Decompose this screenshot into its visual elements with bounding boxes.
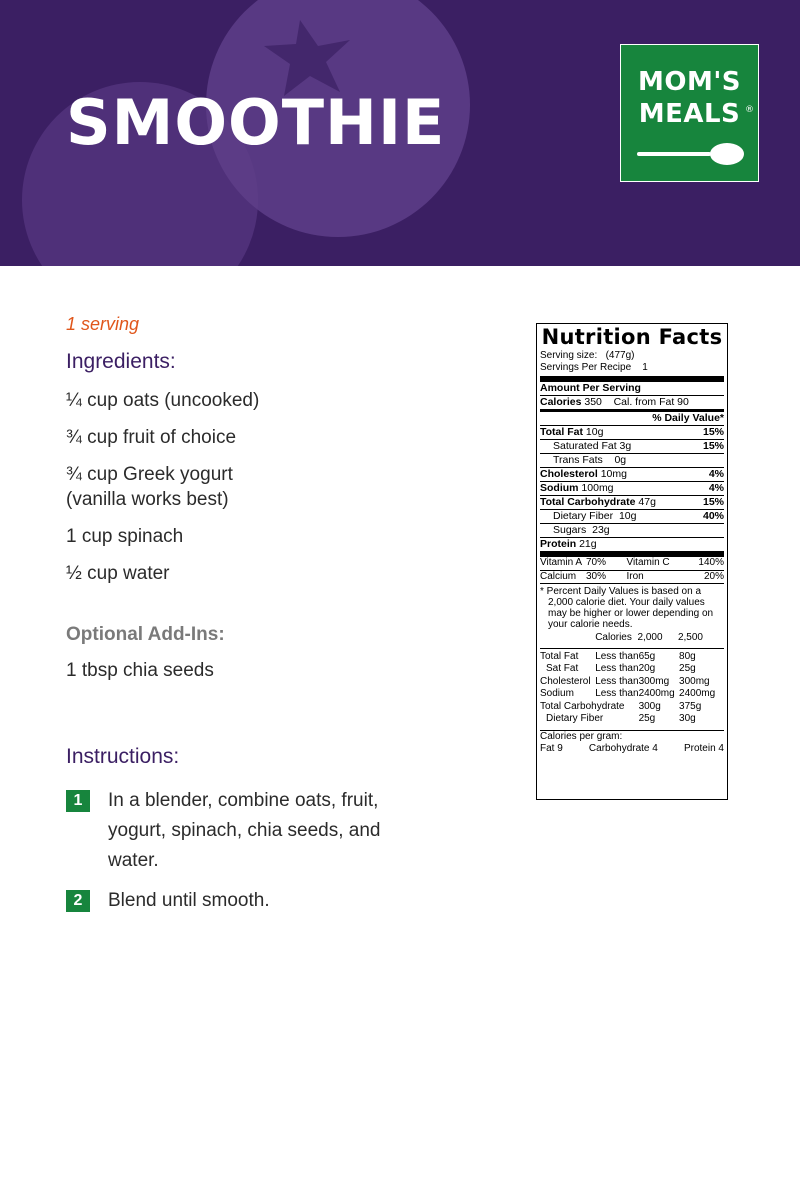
serving-size-label: Serving size: <box>540 350 598 361</box>
moms-meals-logo <box>620 44 759 182</box>
nutrient-row: Sugars 23g <box>553 524 610 536</box>
step-number: 1 <box>66 790 90 812</box>
servings-label: 1 serving <box>66 314 140 334</box>
spoon-icon <box>637 141 745 167</box>
ingredient-item: 1 cup spinach <box>66 526 184 547</box>
step-number: 2 <box>66 890 90 912</box>
calories-value: 350 <box>584 396 602 408</box>
servings-row <box>540 362 724 374</box>
logo-line2: MEALS <box>638 99 741 129</box>
daily-value-header: % Daily Value* <box>652 412 724 424</box>
reference-header: Calories 2,000 2,500 <box>595 632 703 643</box>
optional-heading: Optional Add-Ins: <box>66 624 225 645</box>
nutrient-row: Protein 21g <box>540 538 597 550</box>
ingredients-heading: Ingredients: <box>66 350 176 373</box>
cal-fat-label: Cal. from Fat <box>613 396 675 408</box>
reference-table: Total Fat Less than 65g 80g Sat Fat Less than 20g 25g Cholesterol Less than 300mg 300mg Sodium Less than 2400mg 2400mg Total Carbohydrate 300g 375g Dietary Fiber 25g 30g <box>540 650 716 724</box>
vitamins-table: Vitamin A 70% Vitamin C 140% Calcium 30% Iron 20% <box>540 557 724 582</box>
nutrient-row: Dietary Fiber 10g 40% <box>553 510 724 522</box>
calories-per-gram-values: Fat 9 Carbohydrate 4 Protein 4 <box>540 742 724 754</box>
nutrient-row: Saturated Fat 3g 15% <box>553 440 724 452</box>
step-text: In a blender, combine oats, fruit, yogurt, spinach, chia seeds, and water. <box>108 790 381 871</box>
nutrient-row: Sodium 100mg 4% <box>540 482 724 494</box>
serving-size-value: (477g) <box>605 350 635 361</box>
logo-registered-mark: ® <box>745 105 754 115</box>
calories-per-gram-label: Calories per gram: <box>540 730 623 742</box>
serving-size-row <box>540 350 724 362</box>
optional-item: 1 tbsp chia seeds <box>66 660 214 681</box>
ingredients-list <box>66 388 396 598</box>
nutrition-facts-label <box>536 323 728 800</box>
servings-label: Servings Per Recipe <box>540 362 632 373</box>
calories-row <box>540 396 724 409</box>
ingredient-item: ½ cup water <box>66 563 170 584</box>
page-title: SMOOTHIE <box>66 86 446 159</box>
ingredient-item: ¾ cup fruit of choice <box>66 427 237 448</box>
logo-line1: MOM'S <box>637 67 742 97</box>
step-text: Blend until smooth. <box>108 890 270 911</box>
nutrient-row: Trans Fats 0g <box>553 454 627 466</box>
amount-per-serving: Amount Per Serving <box>540 382 641 394</box>
cal-fat-value: 90 <box>677 396 689 408</box>
servings-value: 1 <box>642 362 648 373</box>
nutrient-row: Total Carbohydrate 47g 15% <box>540 496 724 508</box>
nutrient-row: Total Fat 10g 15% <box>540 426 724 438</box>
header-banner <box>0 0 800 266</box>
ingredient-item: ¾ cup Greek yogurt (vanilla works best) <box>66 464 233 510</box>
daily-value-footnote: * Percent Daily Values is based on a 2,000 calorie diet. Your daily values may be higher or lower depending on your calorie needs. <box>540 586 714 630</box>
instructions-heading: Instructions: <box>66 745 180 768</box>
calories-label: Calories <box>540 396 582 408</box>
nutrient-row: Cholesterol 10mg 4% <box>540 468 724 480</box>
nutrition-title: Nutrition Facts <box>541 325 723 349</box>
ingredient-item: ¼ cup oats (uncooked) <box>66 390 260 411</box>
